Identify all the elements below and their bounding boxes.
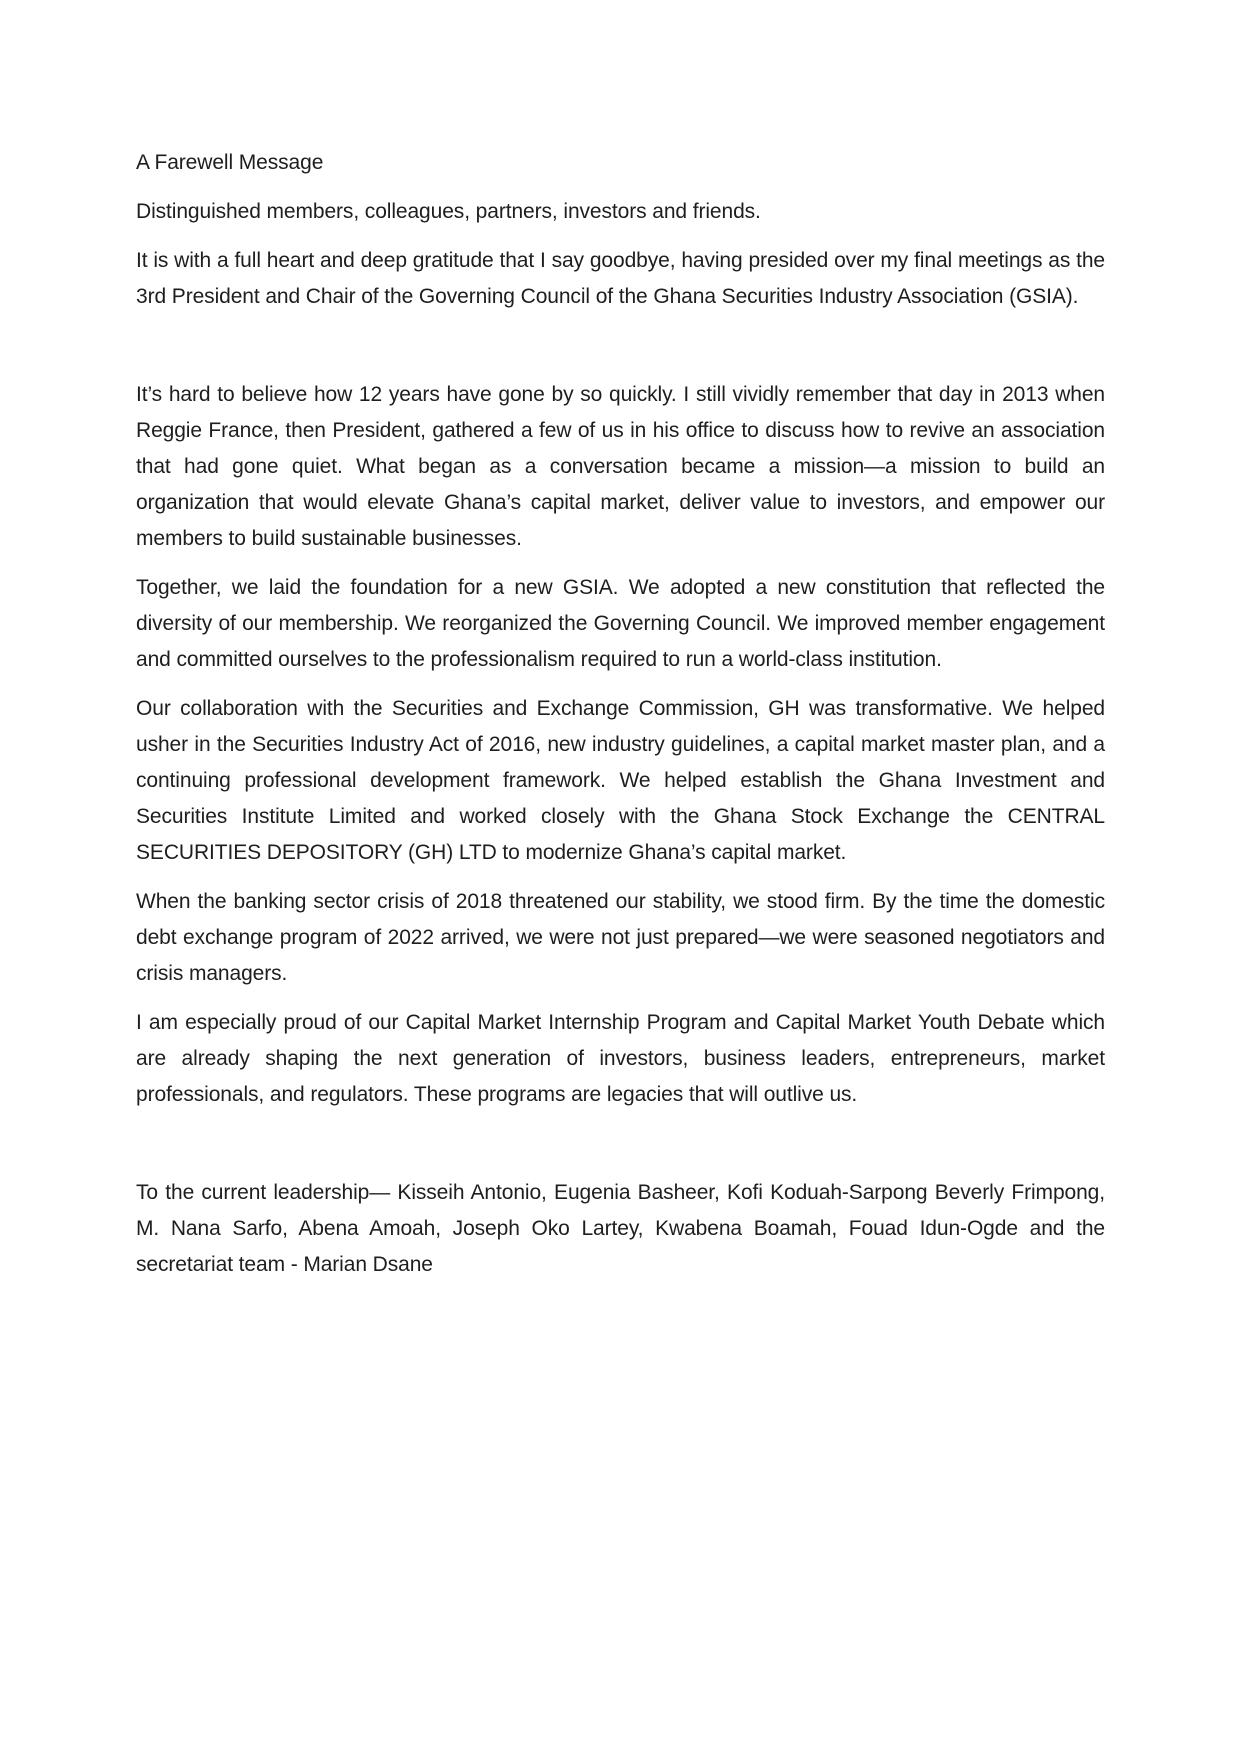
paragraph-reflection: It’s hard to believe how 12 years have gone by so quickly. I still vividly remember that day in 2013 when Reggie France, then President, gathered a few of us in his office to discuss how to revive an association that had gone quiet. What began as a conversation became a mission—a mission to build an organization that would elevate Ghana’s capital market, deliver value to investors, and empower our members to build sustainable businesses.: [136, 383, 1105, 550]
paragraph-programs: I am especially proud of our Capital Market Internship Program and Capital Market Youth Debate which are already shaping the next generation of investors, business leaders, entrepreneurs, market professionals, and regulators. These programs are legacies that will outlive us.: [136, 1011, 1105, 1106]
paragraph-collaboration: Our collaboration with the Securities and Exchange Commission, GH was transformative. We helped usher in the Securities Industry Act of 2016, new industry guidelines, a capital market master plan, and a continuing professional development framework. We helped establish the Ghana Investment and Securities Institute Limited and worked closely with the Ghana Stock Exchange the CENTRAL SECURITIES DEPOSITORY (GH) LTD to modernize Ghana’s capital market.: [136, 697, 1105, 864]
paragraph-salutation: Distinguished members, colleagues, partners, investors and friends.: [136, 200, 761, 223]
paragraph-intro: It is with a full heart and deep gratitude that I say goodbye, having presided over my final meetings as the 3rd President and Chair of the Governing Council of the Ghana Securities Industry Association (GSIA).: [136, 249, 1105, 308]
document-title: A Farewell Message: [136, 151, 324, 174]
blank-line: [136, 1126, 1105, 1162]
paragraph-foundation: Together, we laid the foundation for a new GSIA. We adopted a new constitution that reflected the diversity of our membership. We reorganized the Governing Council. We improved member engagement and committed ourselves to the professionalism required to run a world-class institution.: [136, 576, 1105, 671]
paragraph-leadership: To the current leadership— Kisseih Antonio, Eugenia Basheer, Kofi Koduah-Sarpong Beverly Frimpong, M. Nana Sarfo, Abena Amoah, Joseph Oko Lartey, Kwabena Boamah, Fouad Idun-Ogde and the secretariat team - Marian Dsane: [136, 1181, 1105, 1276]
blank-line: [136, 328, 1105, 364]
paragraph-crisis: When the banking sector crisis of 2018 threatened our stability, we stood firm. By the time the domestic debt exchange program of 2022 arrived, we were not just prepared—we were seasoned negotiators and crisis managers.: [136, 890, 1105, 985]
